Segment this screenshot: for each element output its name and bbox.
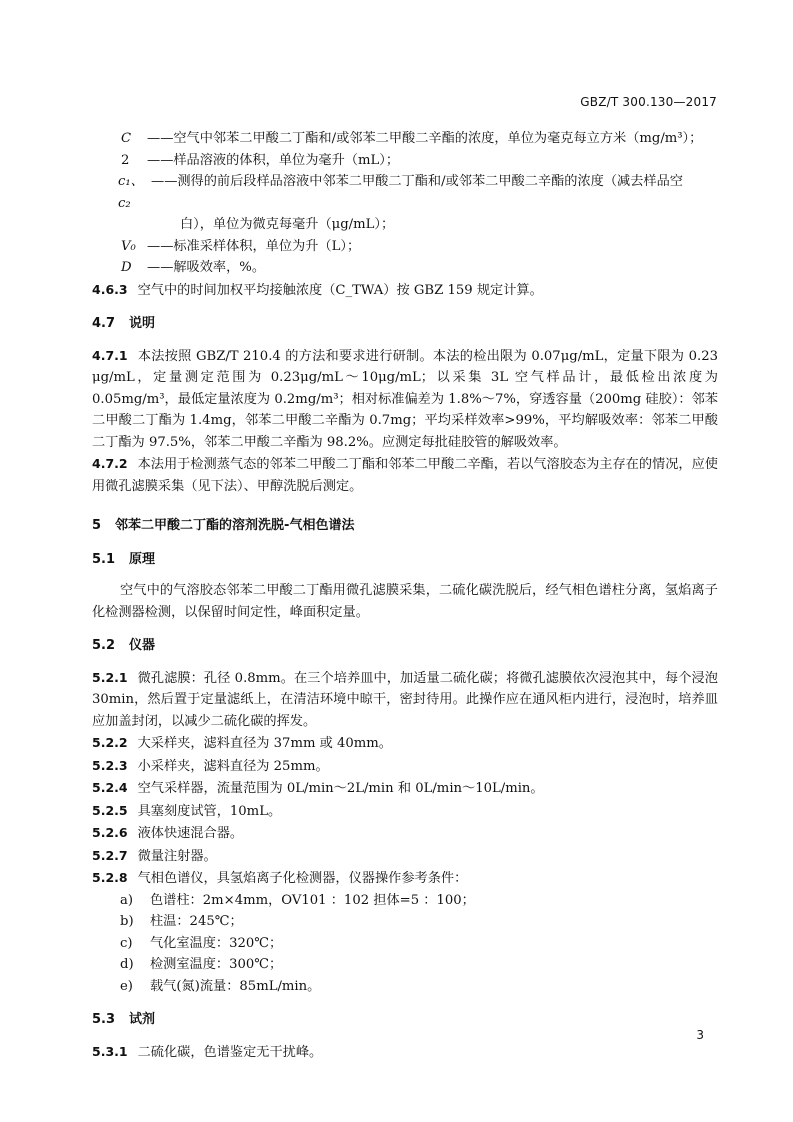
clause-5-2-7	[92, 845, 718, 868]
clause-number: 4.7.1	[92, 347, 128, 363]
clause-text: 气相色谱仪，具氢焰离子化检测器，仪器操作参考条件：	[137, 871, 468, 886]
page-number: 3	[696, 1028, 704, 1042]
condition-label: a)	[120, 892, 134, 908]
standard-code: GBZ/T 300.130—2017	[580, 95, 717, 109]
clause-5-2-5	[92, 800, 718, 823]
variable-symbol: D	[121, 260, 132, 275]
section-heading-5-2	[92, 635, 718, 657]
clause-text: 微孔滤膜：孔径 0.8mm。在三个培养皿中，加适量二硫化碳；将微孔滤膜依次浸泡其中，每个浸泡 30min，然后置于定量滤纸上，在清洁环境中晾干，密封待用。此操作应在通风柜内进行，浸泡时，培养皿应加盖封闭，以减少二硫化碳的挥发。	[92, 670, 718, 729]
condition-item	[92, 976, 718, 998]
clause-5-2-8	[92, 867, 718, 890]
clause-number: 5.2.7	[92, 847, 128, 863]
clause-number: 5.3.1	[92, 1043, 128, 1059]
variable-description-continued: 白），单位为微克每毫升（μg/mL）；	[180, 217, 395, 232]
variable-description: 样品溶液的体积，单位为毫升（mL）；	[173, 152, 400, 168]
variable-symbol: C	[121, 131, 132, 146]
section-title: 邻苯二甲酸二丁酯的溶剂洗脱-气相色谱法	[115, 518, 355, 533]
clause-5-2-2	[92, 732, 718, 755]
clause-number: 4.6.3	[92, 281, 128, 297]
section-number: 5.3	[92, 1012, 116, 1027]
section-number: 4.7	[92, 316, 116, 331]
page-content	[92, 128, 718, 1063]
section-number: 5	[92, 518, 102, 533]
clause-text: 空气中的时间加权平均接触浓度（C_TWA）按 GBZ 159 规定计算。	[137, 282, 543, 298]
variable-symbol: c₁、c₂	[118, 174, 144, 211]
section-title: 说明	[129, 316, 156, 331]
variable-definition	[92, 128, 718, 150]
clause-text: 本法按照 GBZ/T 210.4 的方法和要求进行研制。本法的检出限为 0.07μg/mL，定量下限为 0.23 μg/mL，定量测定范围为 0.23μg/mL～10μg/mL；以采集 3L 空气样品计，最低检出浓度为 0.05mg/m³，最低定量浓度为 0.2mg/m³；相对标准偏差为 1.8%～7%，穿透容量（200mg 硅胶）：邻苯二甲酸二丁酯为 1.4mg，邻苯二甲酸二辛酯为 0.7mg；平均采样效率>99%，平均解吸效率：邻苯二甲酸二丁酯为 97.5%，邻苯二甲酸二辛酯为 98.2%。应测定每批硅胶管的解吸效率。	[92, 348, 718, 450]
clause-number: 5.2.6	[92, 825, 128, 840]
condition-item	[92, 911, 718, 933]
clause-4-6-3	[92, 279, 718, 302]
clause-text: 液体快速混合器。	[137, 826, 244, 841]
variable-definition	[92, 171, 718, 214]
clause-text: 空气采样器，流量范围为 0L/min～2L/min 和 0L/min～10L/min。	[137, 781, 544, 796]
section-number: 5.1	[92, 551, 116, 567]
condition-text: 检测室温度：300℃；	[150, 957, 283, 972]
dash: ——	[147, 152, 174, 168]
section-heading-5-3	[92, 1009, 718, 1031]
condition-label: b)	[120, 914, 134, 929]
clause-number: 5.2.5	[92, 802, 128, 818]
condition-item	[92, 890, 718, 912]
condition-text: 色谱柱：2m×4mm，OV101 ：102 担体=5 ：100；	[150, 892, 475, 908]
section-heading-5-1	[92, 549, 718, 571]
condition-label: e)	[120, 978, 133, 994]
clause-4-7-2	[92, 453, 718, 497]
section-title: 原理	[129, 551, 156, 567]
clause-5-2-6	[92, 822, 718, 845]
condition-text: 气化室温度：320℃；	[150, 935, 283, 951]
clause-number: 5.2.8	[92, 870, 128, 885]
condition-item	[92, 954, 718, 976]
variable-symbol: 2	[121, 152, 130, 168]
condition-item	[92, 933, 718, 955]
principle-paragraph: 空气中的气溶胶态邻苯二甲酸二丁酯用微孔滤膜采集，二硫化碳洗脱后，经气相色谱柱分离，氢焰离子化检测器检测，以保留时间定性，峰面积定量。	[92, 583, 718, 620]
clause-text: 本法用于检测蒸气态的邻苯二甲酸二丁酯和邻苯二甲酸二辛酯，若以气溶胶态为主存在的情况，应使用微孔滤膜采集（见下法）、甲醇洗脱后测定。	[92, 457, 718, 494]
condition-label: d)	[120, 957, 134, 972]
condition-text: 柱温：245℃；	[150, 914, 243, 929]
variable-definition	[92, 257, 718, 279]
clause-number: 5.2.4	[92, 780, 128, 795]
section-number: 5.2	[92, 638, 116, 653]
section-title: 仪器	[129, 638, 156, 653]
clause-text: 具塞刻度试管，10mL。	[137, 803, 282, 819]
variable-definition	[92, 150, 718, 172]
clause-number: 5.2.3	[92, 757, 128, 773]
clause-number: 5.2.1	[92, 669, 128, 685]
variable-definition	[92, 236, 718, 258]
clause-text: 微量注射器。	[137, 848, 217, 864]
clause-4-7-1	[92, 345, 718, 454]
dash: ——	[147, 131, 174, 146]
section-heading-4-7	[92, 313, 718, 335]
variable-description: 空气中邻苯二甲酸二丁酯和/或邻苯二甲酸二辛酯的浓度，单位为毫克每立方米（mg/m³）；	[173, 131, 703, 146]
clause-number: 4.7.2	[92, 456, 128, 471]
clause-5-2-4	[92, 777, 718, 800]
variable-symbol: V₀	[121, 238, 136, 254]
variable-description: 测得的前后段样品溶液中邻苯二甲酸二丁酯和/或邻苯二甲酸二辛酯的浓度（减去样品空	[177, 174, 683, 189]
variable-description: 解吸效率，%。	[173, 260, 266, 275]
section-title: 试剂	[129, 1012, 156, 1027]
clause-number: 5.2.2	[92, 735, 128, 750]
dash: ——	[151, 174, 178, 189]
variable-description: 标准采样体积，单位为升（L）；	[173, 238, 361, 254]
dash: ——	[147, 260, 174, 275]
clause-5-3-1	[92, 1041, 718, 1064]
condition-text: 载气(氮)流量：85mL/min。	[150, 978, 321, 994]
clause-text: 大采样夹，滤料直径为 37mm 或 40mm。	[137, 736, 392, 751]
clause-5-2-3	[92, 755, 718, 778]
section-heading-5	[92, 515, 718, 537]
clause-5-2-1	[92, 667, 718, 733]
condition-label: c)	[120, 935, 133, 951]
clause-text: 二硫化碳，色谱鉴定无干扰峰。	[137, 1044, 323, 1060]
dash: ——	[147, 238, 174, 254]
clause-text: 小采样夹，滤料直径为 25mm。	[137, 758, 329, 774]
